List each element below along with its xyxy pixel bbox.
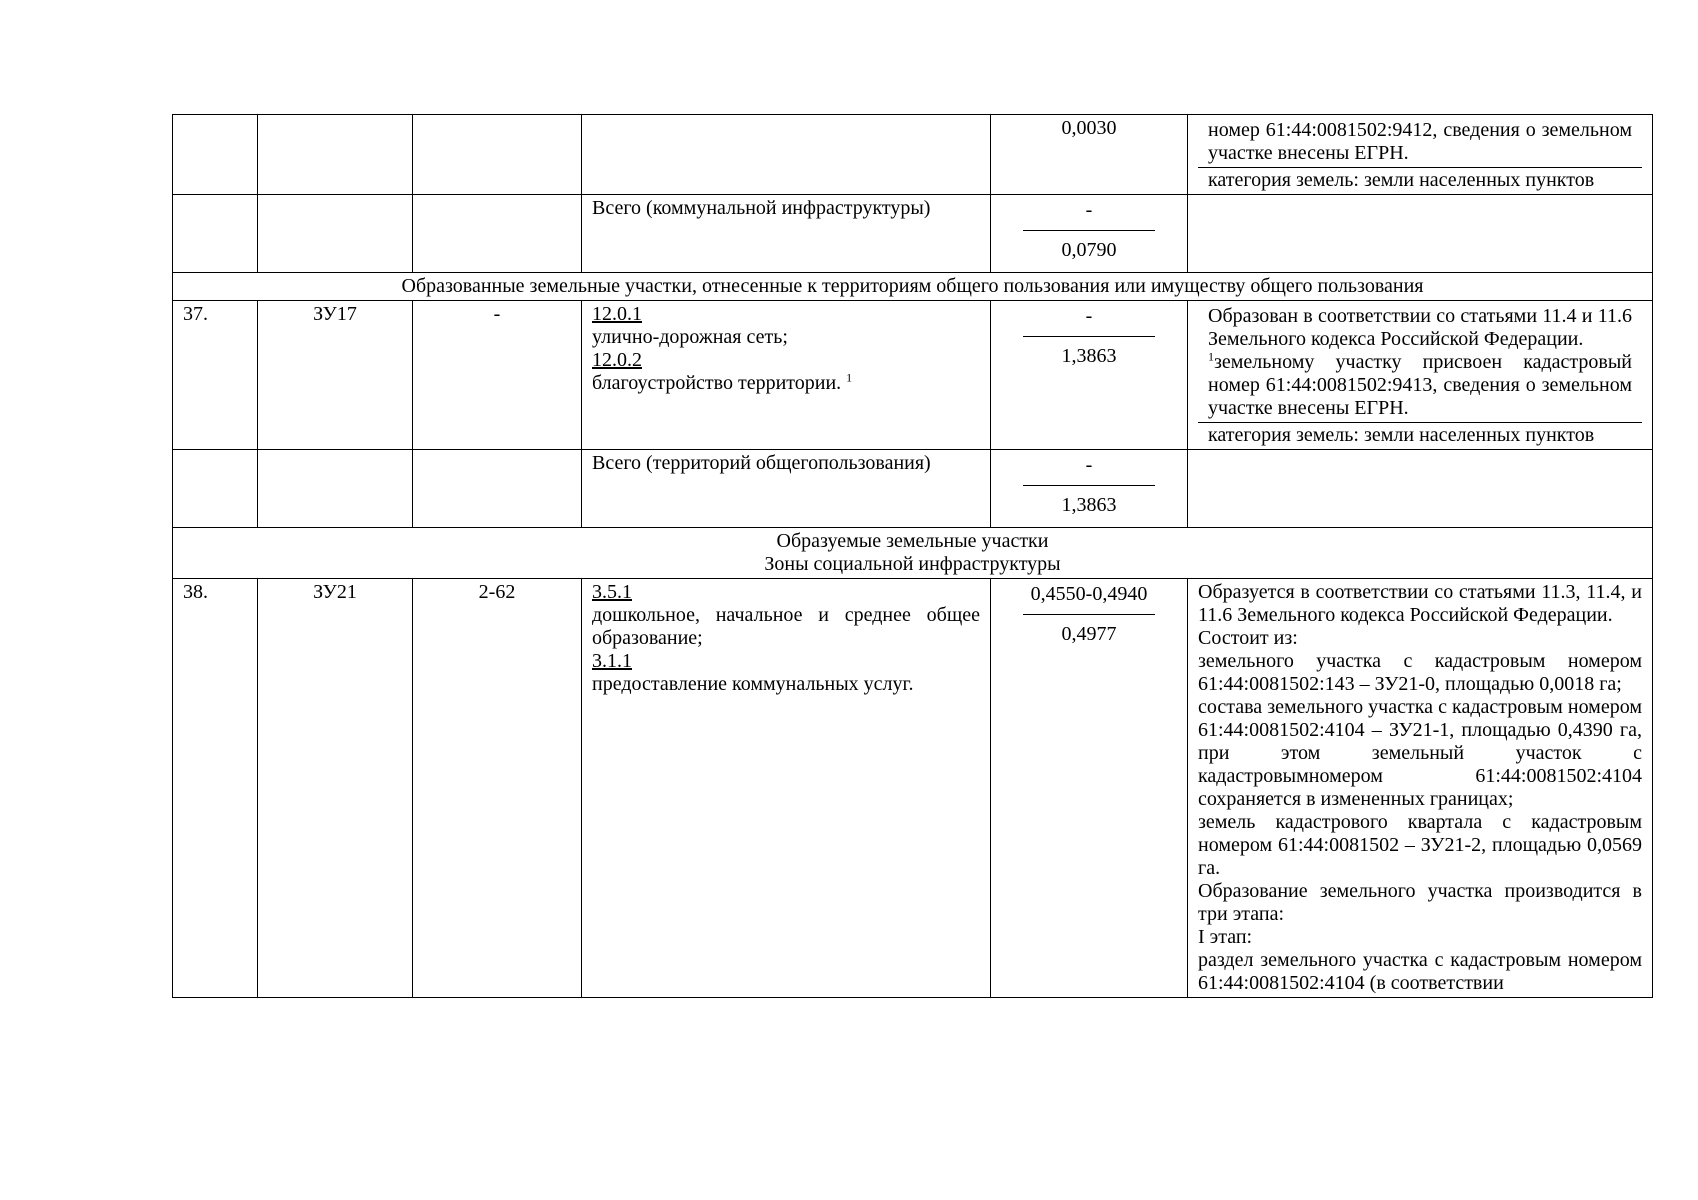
table-row xyxy=(173,195,1653,273)
note-paragraph: Образование земельного участка производится в три этапа: xyxy=(1198,880,1642,925)
cell-area xyxy=(991,301,1188,450)
area-bottom: 1,3863 xyxy=(1061,494,1117,516)
total-label: Всего (коммунальной инфраструктуры) xyxy=(582,195,991,273)
section-header-row xyxy=(173,273,1653,301)
note-paragraph: Образован в соответствии со статьями 11.4 и 11.6 Земельного кодекса Российской Федерации. xyxy=(1208,305,1632,350)
footnote-mark: 1 xyxy=(1208,349,1214,364)
use-code: 3.1.1 xyxy=(592,650,632,672)
cell-use xyxy=(582,301,991,450)
table-row xyxy=(173,115,1653,195)
cell-num: 37. xyxy=(173,301,258,450)
fraction-line xyxy=(1023,230,1155,231)
cell-code xyxy=(258,195,413,273)
use-code: 12.0.2 xyxy=(592,349,642,371)
area-fraction xyxy=(1001,197,1177,262)
fraction-line xyxy=(1023,614,1155,615)
note-paragraph xyxy=(1208,351,1632,420)
note-text xyxy=(1198,303,1642,423)
cell-code xyxy=(258,115,413,195)
use-text: предоставление коммунальных услуг. xyxy=(592,673,914,695)
area-bottom: 0,4977 xyxy=(1061,623,1117,645)
cell-area xyxy=(991,195,1188,273)
cell-note xyxy=(1188,450,1653,528)
cell-code: ЗУ17 xyxy=(258,301,413,450)
table-row xyxy=(173,450,1653,528)
area-fraction xyxy=(1001,581,1177,646)
fraction-line xyxy=(1023,336,1155,337)
area-bottom: 1,3863 xyxy=(1061,345,1117,367)
cell-use xyxy=(582,115,991,195)
total-label: Всего (территорий общегопользования) xyxy=(582,450,991,528)
note-text: номер 61:44:0081502:9412, сведения о земельном участке внесены ЕГРН. xyxy=(1198,117,1642,168)
cell-zone xyxy=(413,115,582,195)
use-code: 12.0.1 xyxy=(592,303,642,325)
use-text xyxy=(592,372,980,395)
cell-area xyxy=(991,579,1188,998)
note-paragraph-text: земельному участку присвоен кадастровый номер 61:44:0081502:9413, сведения о земельном участке внесены ЕГРН. xyxy=(1208,351,1632,419)
cell-area xyxy=(991,115,1188,195)
area-fraction xyxy=(1001,452,1177,517)
area-top: - xyxy=(1085,199,1093,221)
section-title-line: Образуемые земельные участки xyxy=(776,530,1049,552)
use-code: 3.5.1 xyxy=(592,581,632,603)
land-plots-table xyxy=(172,114,1653,998)
footnote-mark: 1 xyxy=(846,370,853,385)
cell-note xyxy=(1188,115,1653,195)
cell-num xyxy=(173,450,258,528)
fraction-line xyxy=(1023,485,1155,486)
note-paragraph: состава земельного участка с кадастровым номером 61:44:0081502:4104 – ЗУ21-1, площадью 0,4390 га, при этом земельный участок с кадастровымномером 61:44:0081502:4104 сохраняется в измененных границах; xyxy=(1198,696,1642,810)
note-paragraph: раздел земельного участка с кадастровым номером 61:44:0081502:4104 (в соответствии xyxy=(1198,949,1642,994)
table-row xyxy=(173,301,1653,450)
note-paragraph: земель кадастрового квартала с кадастровым номером 61:44:0081502 – ЗУ21-2, площадью 0,0569 га. xyxy=(1198,811,1642,879)
table-row xyxy=(173,579,1653,998)
note-paragraph: I этап: xyxy=(1198,926,1253,948)
area-bottom: 0,0790 xyxy=(1061,239,1117,261)
cell-code xyxy=(258,450,413,528)
section-title: Образованные земельные участки, отнесенные к территориям общего пользования или имуществу общего пользования xyxy=(173,273,1653,301)
note-paragraph: Образуется в соответствии со статьями 11.3, 11.4, и 11.6 Земельного кодекса Российской Федерации. xyxy=(1198,581,1642,626)
land-category: категория земель: земли населенных пунктов xyxy=(1208,424,1595,446)
cell-num: 38. xyxy=(173,579,258,998)
cell-zone xyxy=(413,450,582,528)
cell-zone xyxy=(413,195,582,273)
cell-code: ЗУ21 xyxy=(258,579,413,998)
area-value: 0,0030 xyxy=(1061,117,1117,139)
area-top: - xyxy=(1085,305,1093,327)
land-category: категория земель: земли населенных пунктов xyxy=(1208,169,1595,191)
section-subtitle-line: Зоны социальной инфраструктуры xyxy=(764,553,1061,575)
use-text-content: благоустройство территории. xyxy=(592,372,842,394)
use-text: дошкольное, начальное и среднее общее образование; xyxy=(592,604,980,649)
note-paragraph: Состоит из: xyxy=(1198,627,1298,649)
section-title xyxy=(173,528,1653,579)
area-top: 0,4550-0,4940 xyxy=(1030,583,1148,605)
section-header-row xyxy=(173,528,1653,579)
cell-num xyxy=(173,115,258,195)
cell-use xyxy=(582,579,991,998)
use-text: улично-дорожная сеть; xyxy=(592,326,788,348)
cell-zone: - xyxy=(413,301,582,450)
cell-note xyxy=(1188,195,1653,273)
area-fraction xyxy=(1001,303,1177,368)
cell-zone: 2-62 xyxy=(413,579,582,998)
cell-num xyxy=(173,195,258,273)
cell-note xyxy=(1188,301,1653,450)
area-top: - xyxy=(1085,454,1093,476)
note-paragraph: земельного участка с кадастровым номером 61:44:0081502:143 – ЗУ21-0, площадью 0,0018 га; xyxy=(1198,650,1642,695)
cell-note xyxy=(1188,579,1653,998)
cell-area xyxy=(991,450,1188,528)
